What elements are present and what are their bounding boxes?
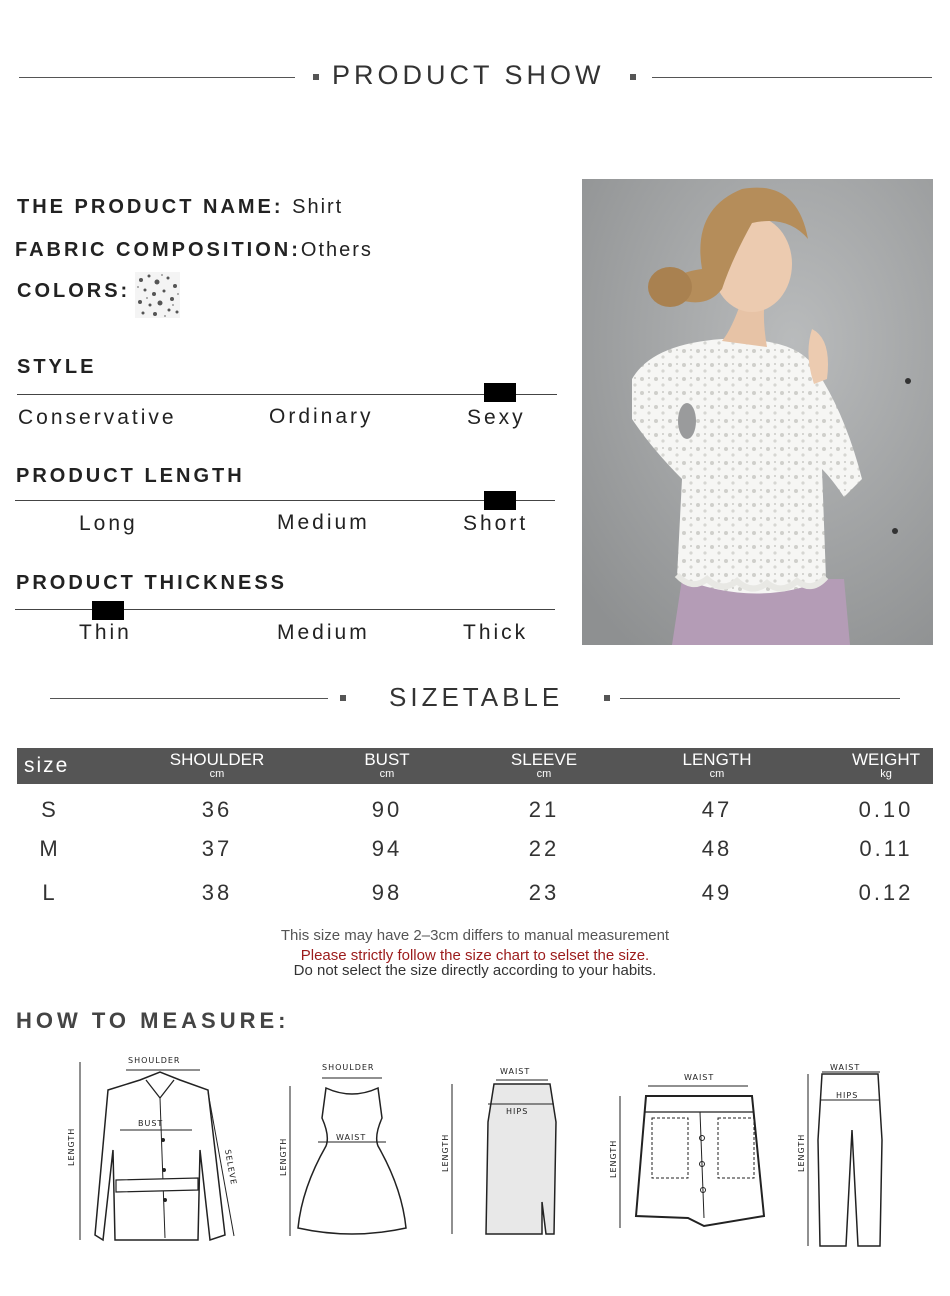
thickness-marker-thin: [92, 601, 124, 620]
cell-l-shoulder: 38: [201, 880, 233, 905]
col-shoulder: SHOULDER cm: [169, 750, 265, 780]
col-length: LENGTH cm: [682, 750, 752, 780]
product-show-title: PRODUCT SHOW: [332, 60, 605, 90]
sizetable-rule-right: [620, 698, 900, 699]
style-option-sexy: Sexy: [467, 406, 526, 429]
style-option-ordinary: Ordinary: [269, 405, 374, 428]
shorts-measure-diagram: [600, 1068, 775, 1233]
dress-waist-label: WAIST: [336, 1133, 367, 1142]
jacket-sleeve-label: SELEVE: [223, 1148, 239, 1186]
jacket-shoulder-label: SHOULDER: [128, 1056, 181, 1065]
trousers-length-label: LENGTH: [797, 1133, 806, 1172]
skirt-hips-label: HIPS: [506, 1107, 529, 1116]
col-size: size: [24, 754, 70, 777]
dress-length-label: LENGTH: [279, 1137, 288, 1176]
cell-l-bust: 98: [371, 880, 403, 905]
sizetable-bullet-right: [604, 695, 610, 701]
cell-l-length: 49: [701, 880, 733, 905]
cell-s-length: 47: [701, 797, 733, 822]
product-name-value: Shirt: [292, 196, 344, 218]
colors-label: COLORS:: [17, 280, 131, 302]
cell-s-sleeve: 21: [528, 797, 560, 822]
thickness-title: PRODUCT THICKNESS: [16, 572, 288, 594]
cell-s-size: S: [41, 797, 59, 822]
length-option-long: Long: [79, 512, 138, 535]
thickness-option-thick: Thick: [463, 621, 529, 644]
cell-l-sleeve: 23: [528, 880, 560, 905]
product-name-label: THE PRODUCT NAME:: [17, 196, 284, 218]
product-name-row: [17, 196, 343, 219]
size-note-habits: Do not select the size directly according to your habits.: [293, 962, 657, 979]
trousers-waist-label: WAIST: [830, 1063, 861, 1072]
length-option-medium: Medium: [277, 511, 370, 534]
style-scale-line: [17, 394, 557, 395]
length-option-short: Short: [463, 512, 529, 535]
style-option-conservative: Conservative: [18, 406, 177, 429]
sizetable-title: SIZETABLE: [389, 682, 564, 712]
product-show-rule-left: [19, 77, 295, 78]
cell-m-size: M: [39, 836, 61, 861]
style-title: STYLE: [17, 356, 97, 378]
length-scale-line: [15, 500, 555, 501]
length-marker-short: [484, 491, 516, 510]
cell-m-weight: 0.11: [859, 836, 913, 861]
col-bust: BUST cm: [364, 750, 410, 780]
skirt-measure-diagram: [438, 1062, 568, 1242]
cell-s-bust: 90: [371, 797, 403, 822]
dress-shoulder-label: SHOULDER: [322, 1063, 375, 1072]
thickness-option-medium: Medium: [277, 621, 370, 644]
cell-l-size: L: [42, 880, 58, 905]
style-marker-sexy: [484, 383, 516, 402]
col-sleeve: SLEEVE cm: [510, 750, 578, 780]
product-show-bullet-left: [313, 74, 319, 80]
jacket-measure-diagram: [60, 1050, 250, 1250]
cell-m-length: 48: [701, 836, 733, 861]
how-to-measure-title: HOW TO MEASURE:: [16, 1008, 290, 1033]
product-show-rule-right: [652, 77, 932, 78]
product-show-bullet-right: [630, 74, 636, 80]
jacket-bust-label: BUST: [138, 1119, 164, 1128]
cell-m-bust: 94: [371, 836, 403, 861]
size-note-follow-chart: Please strictly follow the size chart to selset the size.: [300, 947, 650, 964]
dress-measure-diagram: [278, 1058, 418, 1243]
product-photo: [582, 179, 933, 645]
cell-m-sleeve: 22: [528, 836, 560, 861]
shorts-length-label: LENGTH: [609, 1139, 618, 1178]
fabric-label: FABRIC COMPOSITION:: [15, 239, 301, 261]
cell-s-shoulder: 36: [201, 797, 233, 822]
size-table-header: [17, 748, 933, 784]
trousers-measure-diagram: [790, 1060, 900, 1250]
cell-l-weight: 0.12: [858, 880, 914, 905]
size-note-measurement: This size may have 2–3cm differs to manual measurement: [280, 927, 670, 944]
fabric-value: Others: [300, 239, 373, 261]
cell-m-shoulder: 37: [201, 836, 233, 861]
shorts-waist-label: WAIST: [684, 1073, 715, 1082]
col-weight: WEIGHT kg: [852, 750, 920, 780]
cell-s-weight: 0.10: [858, 797, 914, 822]
sizetable-rule-left: [50, 698, 328, 699]
fabric-row: [15, 239, 373, 262]
sizetable-bullet-left: [340, 695, 346, 701]
skirt-waist-label: WAIST: [500, 1067, 531, 1076]
colors-row: [17, 280, 130, 303]
color-swatch-lace[interactable]: [135, 272, 180, 318]
trousers-hips-label: HIPS: [836, 1091, 859, 1100]
length-title: PRODUCT LENGTH: [16, 465, 245, 487]
skirt-length-label: LENGTH: [441, 1133, 450, 1172]
jacket-length-label: LENGTH: [67, 1127, 76, 1166]
thickness-option-thin: Thin: [79, 621, 132, 644]
